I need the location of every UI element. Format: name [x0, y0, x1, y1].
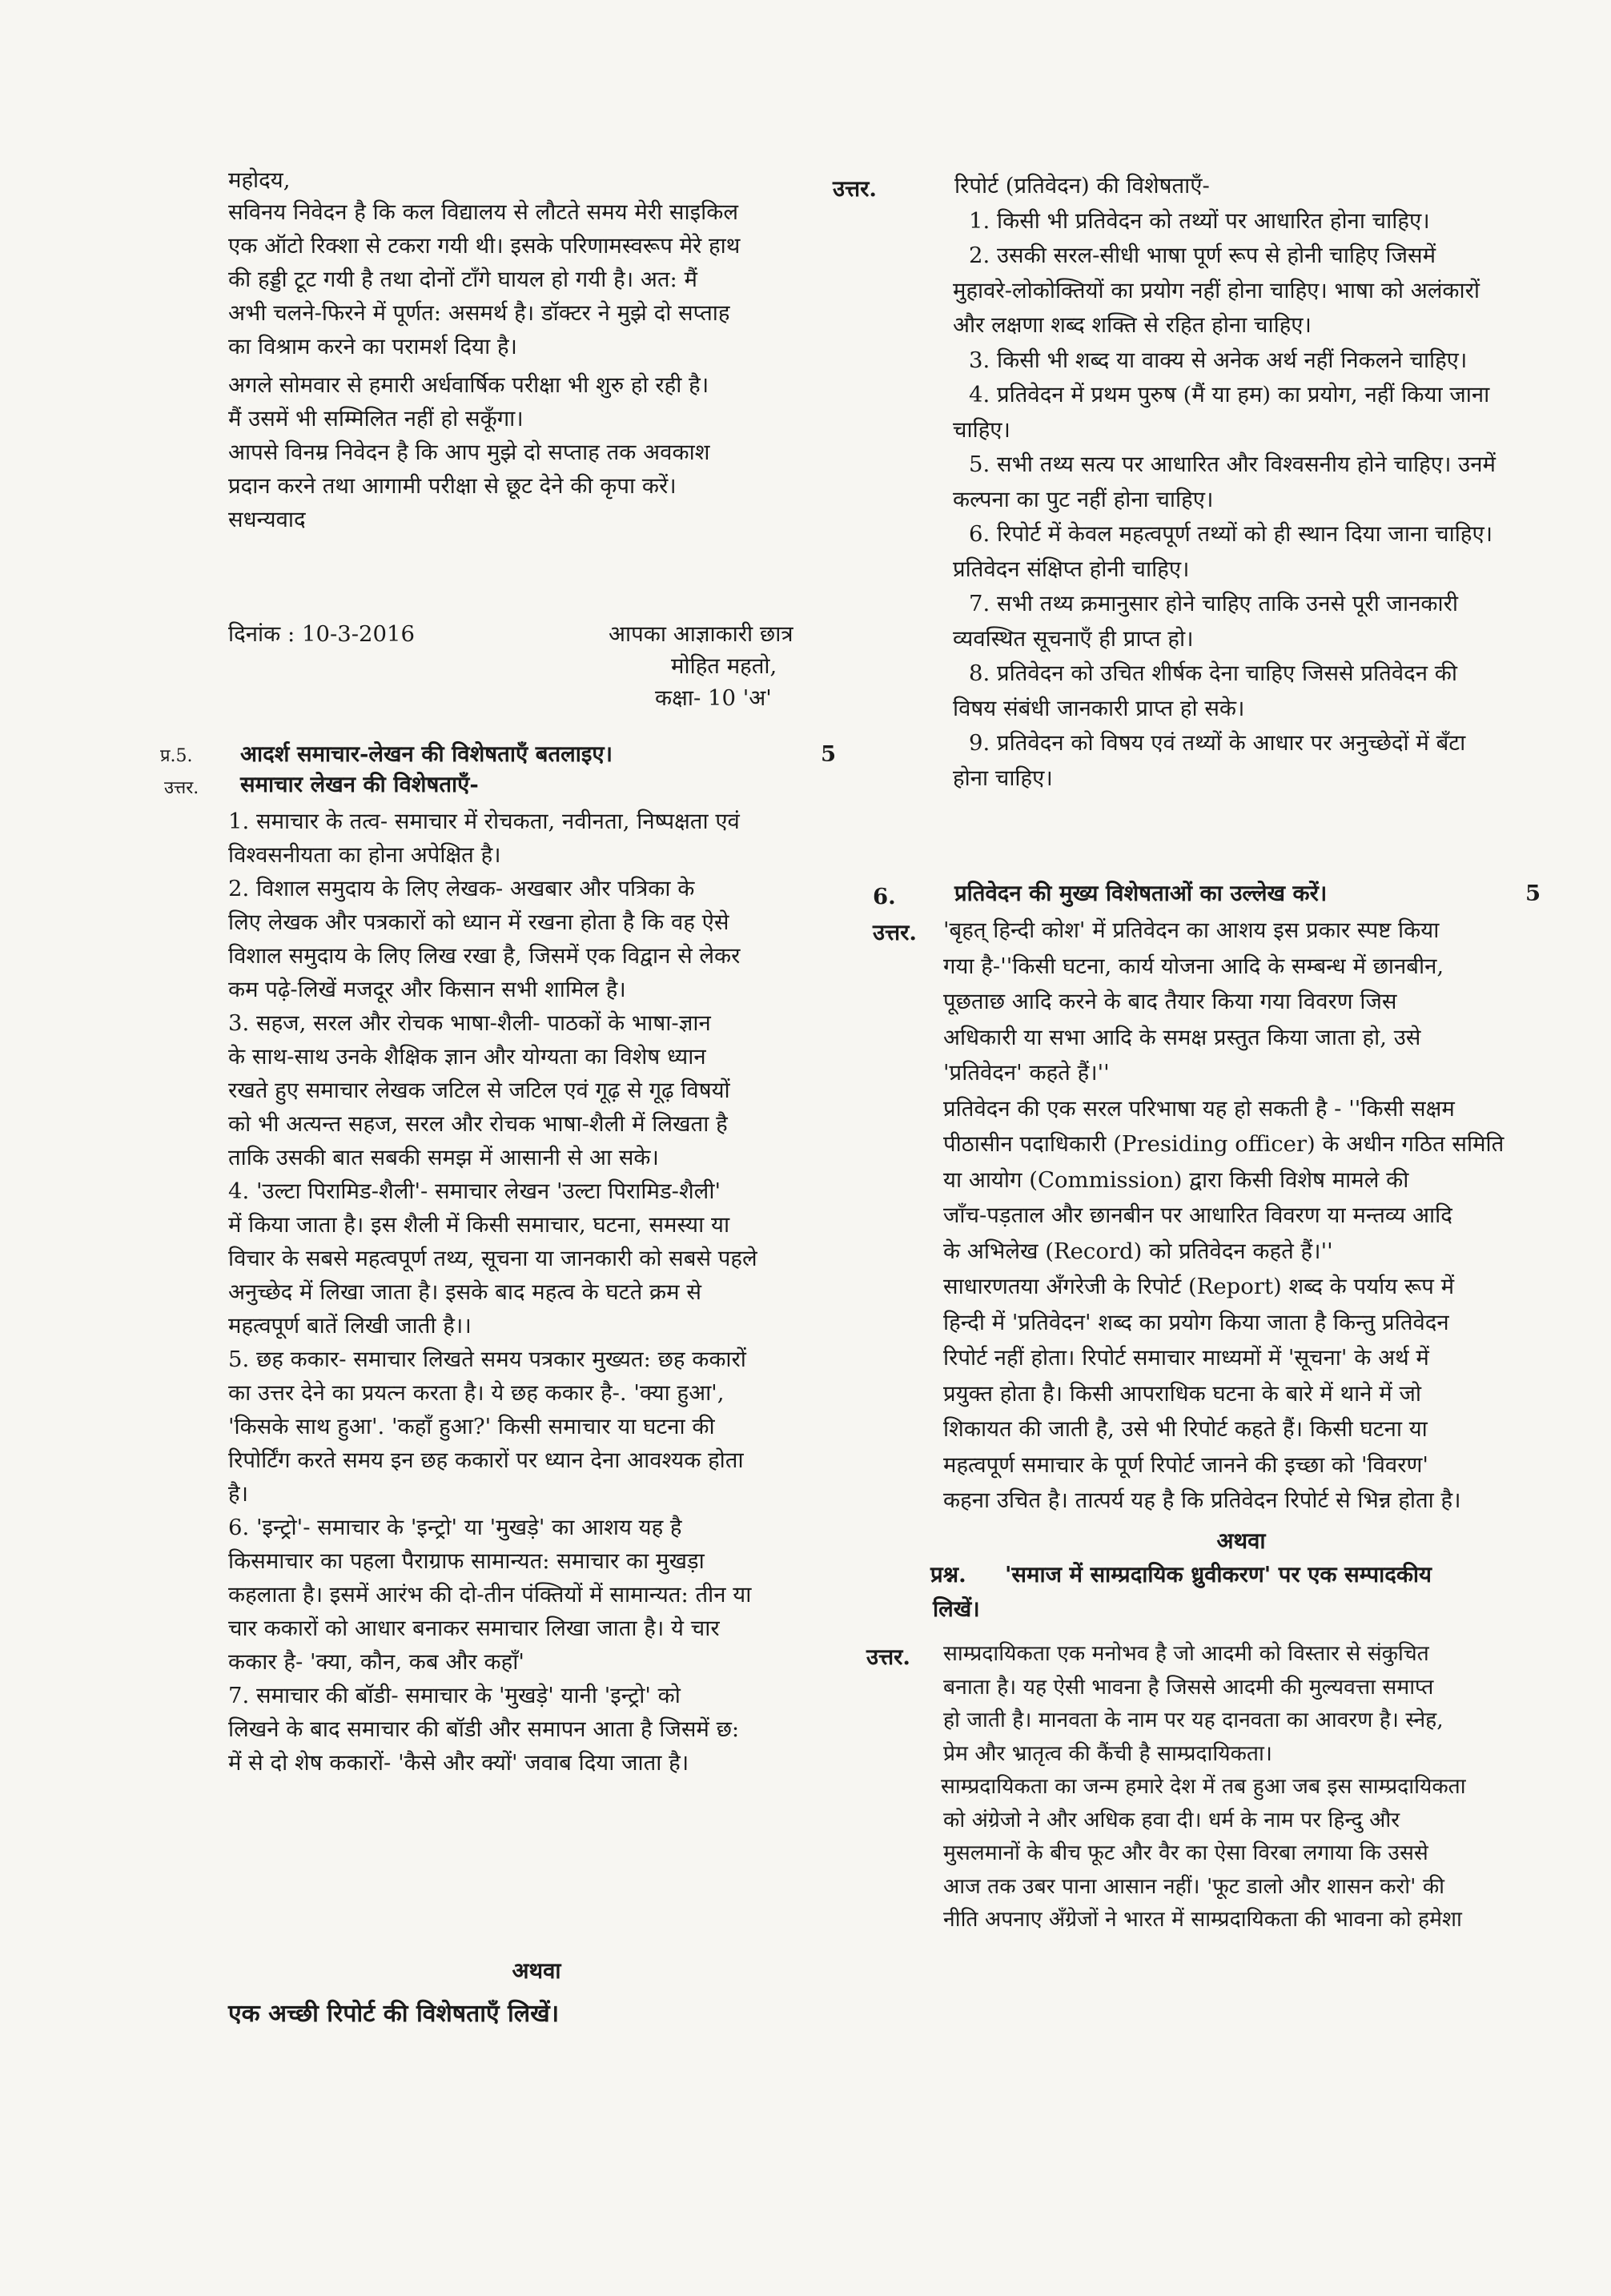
answer-line: लिए लेखक और पत्रकारों को ध्यान में रखना होता है कि वह ऐसे: [228, 909, 729, 935]
alt-question: एक अच्छी रिपोर्ट की विशेषताएँ लिखें।: [228, 2000, 560, 2028]
letter-body-line: अभी चलने-फिरने में पूर्णत: असमर्थ है। डॉक्टर ने मुझे दो सप्ताह: [228, 300, 730, 326]
salutation: महोदय,: [228, 167, 291, 193]
alt-question: लिखें।: [933, 1596, 980, 1622]
answer-line: बनाता है। यह ऐसी भावना है जिससे आदमी की मुल्यवत्ता समाप्त: [943, 1674, 1434, 1700]
answer-line: महत्वपूर्ण बातें लिखी जाती है।।: [228, 1313, 472, 1339]
letter-closing: आपका आज्ञाकारी छात्र: [609, 621, 793, 647]
answer-line: कम पढ़े-लिखें मजदूर और किसान सभी शामिल है।: [228, 977, 626, 1002]
question-number: 6.: [873, 884, 896, 909]
answer-line: 5. सभी तथ्य सत्य पर आधारित और विश्वसनीय होने चाहिए। उनमें: [969, 452, 1496, 477]
answer-line: कहना उचित है। तात्पर्य यह है कि प्रतिवेदन रिपोर्ट से भिन्न होता है।: [943, 1487, 1461, 1513]
answer-line: 1. किसी भी प्रतिवेदन को तथ्यों पर आधारित होना चाहिए।: [969, 207, 1430, 234]
student-name: मोहित महतो,: [671, 653, 777, 679]
answer-line: 5. छह ककार- समाचार लिखते समय पत्रकार मुख्यत: छह ककारों: [228, 1347, 746, 1372]
answer-line: साधारणतया अँगरेजी के रिपोर्ट (Report) शब्द के पर्याय रूप में: [943, 1274, 1455, 1299]
answer-line: समाचार लेखन की विशेषताएँ-: [240, 772, 479, 797]
answer-line: गया है-''किसी घटना, कार्य योजना आदि के सम्बन्ध में छानबीन,: [943, 953, 1444, 979]
answer-line: 7. समाचार की बॉडी- समाचार के 'मुखड़े' यानी 'इन्ट्रो' को: [228, 1683, 681, 1708]
letter-body-line: सविनय निवेदन है कि कल विद्यालय से लौटते समय मेरी साइकिल: [228, 199, 739, 225]
letter-body-line: अगले सोमवार से हमारी अर्धवार्षिक परीक्षा भी शुरु हो रही है।: [228, 372, 709, 398]
answer-line: ताकि उसकी बात सबकी समझ में आसानी से आ सके।: [228, 1145, 659, 1170]
answer-line: विचार के सबसे महत्वपूर्ण तथ्य, सूचना या जानकारी को सबसे पहले: [228, 1246, 757, 1271]
answer-line: 3. सहज, सरल और रोचक भाषा-शैली- पाठकों के भाषा-ज्ञान: [228, 1010, 711, 1036]
answer-line: चार ककारों को आधार बनाकर समाचार लिखा जाता है। ये चार: [228, 1616, 720, 1641]
answer-line: प्रतिवेदन की एक सरल परिभाषा यह हो सकती है - ''किसी सक्षम: [943, 1095, 1455, 1122]
question-marks: 5: [821, 741, 837, 767]
answer-line: कल्पना का पुट नहीं होना चाहिए।: [953, 486, 1214, 512]
answer-line: महत्वपूर्ण समाचार के पूर्ण रिपोर्ट जानने की इच्छा को 'विवरण': [943, 1451, 1428, 1478]
answer-line: अधिकारी या सभा आदि के समक्ष प्रस्तुत किया जाता हो, उसे: [943, 1024, 1421, 1050]
answer-line: है।: [228, 1481, 249, 1507]
student-class: कक्षा- 10 'अ': [655, 685, 772, 711]
or-label: अथवा: [512, 1958, 561, 1984]
answer-line: 'प्रतिवेदन' कहते हैं।'': [943, 1060, 1110, 1086]
answer-line: 1. समाचार के तत्व- समाचार में रोचकता, नवीनता, निष्पक्षता एवं: [228, 809, 740, 834]
question-marks: 5: [1525, 881, 1541, 906]
answer-label: उत्तर.: [164, 778, 199, 798]
letter-body-line: एक ऑटो रिक्शा से टकरा गयी थी। इसके परिणामस्वरूप मेरे हाथ: [228, 233, 741, 259]
letter-body-line: मैं उसमें भी सम्मिलित नहीं हो सकूँगा।: [228, 406, 524, 432]
answer-line: को भी अत्यन्त सहज, सरल और रोचक भाषा-शैली में लिखता है: [228, 1111, 728, 1137]
answer-line: लिखने के बाद समाचार की बॉडी और समापन आता है जिसमें छ:: [228, 1716, 740, 1742]
answer-line: 8. प्रतिवेदन को उचित शीर्षक देना चाहिए जिससे प्रतिवेदन की: [969, 660, 1457, 686]
answer-line: 6. 'इन्ट्रो'- समाचार के 'इन्ट्रो' या 'मुखड़े' का आशय यह है: [228, 1515, 682, 1540]
letter-body-line: की हड्डी टूट गयी है तथा दोनों टाँगे घायल हो गयी है। अत: मैं: [228, 267, 698, 292]
answer-line: को अंग्रेजो ने और अधिक हवा दी। धर्म के नाम पर हिन्दु और: [943, 1807, 1400, 1832]
answer-label: उत्तर.: [873, 920, 917, 945]
answer-label: उत्तर.: [833, 176, 877, 202]
answer-line: मुसलमानों के बीच फूट और वैर का ऐसा विरबा लगाया कि उससे: [943, 1840, 1428, 1865]
answer-line: साम्प्रदायिकता का जन्म हमारे देश में तब हुआ जब इस साम्प्रदायिकता: [941, 1774, 1466, 1799]
letter-body-line: सधन्यवाद: [228, 507, 306, 532]
answer-line: विशाल समुदाय के लिए लिख रखा है, जिसमें एक विद्वान से लेकर: [228, 943, 741, 969]
question-text: आदर्श समाचार-लेखन की विशेषताएँ बतलाइए।: [240, 741, 613, 767]
answer-line: रिपोर्टिंग करते समय इन छह ककारों पर ध्यान देना आवश्यक होता: [228, 1447, 744, 1473]
answer-line: के अभिलेख (Record) को प्रतिवेदन कहते हैं।'': [943, 1238, 1333, 1264]
answer-line: 4. 'उल्टा पिरामिड-शैली'- समाचार लेखन 'उल्टा पिरामिड-शैली': [228, 1178, 721, 1204]
answer-line: विषय संबंधी जानकारी प्राप्त हो सके।: [953, 695, 1245, 721]
answer-line: 4. प्रतिवेदन में प्रथम पुरुष (मैं या हम) का प्रयोग, नहीं किया जाना: [969, 382, 1490, 407]
answer-line: या आयोग (Commission) द्वारा किसी विशेष मामले की: [943, 1166, 1409, 1193]
answer-line: 3. किसी भी शब्द या वाक्य से अनेक अर्थ नहीं निकलने चाहिए।: [969, 347, 1468, 373]
letter-body-line: प्रदान करने तथा आगामी परीक्षा से छूट देने की कृपा करें।: [228, 473, 677, 499]
answer-line: पूछताछ आदि करने के बाद तैयार किया गया विवरण जिस: [943, 989, 1397, 1014]
answer-line: 2. उसकी सरल-सीधी भाषा पूर्ण रूप से होनी चाहिए जिसमें: [969, 243, 1436, 268]
answer-line: जाँच-पड़ताल और छानबीन पर आधारित विवरण या मन्तव्य आदि: [943, 1202, 1452, 1228]
answer-line: होना चाहिए।: [953, 765, 1053, 791]
answer-line: शिकायत की जाती है, उसे भी रिपोर्ट कहते हैं। किसी घटना या: [943, 1416, 1428, 1442]
answer-line: ककार है- 'क्या, कौन, कब और कहाँ': [228, 1649, 524, 1675]
answer-line: व्यवस्थित सूचनाएँ ही प्राप्त हो।: [953, 625, 1194, 652]
answer-line: और लक्षणा शब्द शक्ति से रहित होना चाहिए।: [953, 312, 1312, 338]
letter-body-line: का विश्राम करने का परामर्श दिया है।: [228, 334, 517, 359]
answer-line: चाहिए।: [953, 416, 1010, 443]
alt-question: 'समाज में साम्प्रदायिक ध्रुवीकरण' पर एक सम्पादकीय: [1005, 1562, 1432, 1588]
answer-line: रिपोर्ट (प्रतिवेदन) की विशेषताएँ-: [954, 173, 1210, 199]
answer-line: 6. रिपोर्ट में केवल महत्वपूर्ण तथ्यों को ही स्थान दिया जाना चाहिए।: [969, 521, 1493, 547]
answer-line: अनुच्छेद में लिखा जाता है। इसके बाद महत्व के घटते क्रम से: [228, 1279, 701, 1305]
answer-line: साम्प्रदायिकता एक मनोभव है जो आदमी को विस्तार से संकुचित: [943, 1641, 1429, 1666]
answer-line: प्रेम और भ्रातृत्व की कैंची है साम्प्रदायिकता।: [943, 1740, 1272, 1766]
answer-line: 2. विशाल समुदाय के लिए लेखक- अखबार और पत्रिका के: [228, 876, 695, 901]
answer-line: आज तक उबर पाना आसान नहीं। 'फूट डालो और शासन करो' की: [943, 1873, 1445, 1899]
answer-line: 'किसके साथ हुआ'. 'कहाँ हुआ?' किसी समाचार या घटना की: [228, 1414, 715, 1439]
question-number: प्र.5.: [160, 746, 193, 766]
answer-line: किसमाचार का पहला पैराग्राफ सामान्यत: समाचार का मुखड़ा: [228, 1548, 705, 1574]
answer-line: में किया जाता है। इस शैली में किसी समाचार, घटना, समस्या या: [228, 1212, 730, 1238]
answer-line: प्रतिवेदन संक्षिप्त होनी चाहिए।: [953, 556, 1190, 582]
answer-line: मुहावरे-लोकोक्तियों का प्रयोग नहीं होना चाहिए। भाषा को अलंकारों: [953, 277, 1480, 303]
answer-line: हिन्दी में 'प्रतिवेदन' शब्द का प्रयोग किया जाता है किन्तु प्रतिवेदन: [943, 1309, 1449, 1335]
answer-line: रिपोर्ट नहीं होता। रिपोर्ट समाचार माध्यमों में 'सूचना' के अर्थ में: [943, 1345, 1429, 1371]
answer-label: उत्तर.: [866, 1644, 910, 1670]
answer-line: विश्वसनीयता का होना अपेक्षित है।: [228, 842, 501, 868]
answer-line: 7. सभी तथ्य क्रमानुसार होने चाहिए ताकि उनसे पूरी जानकारी: [969, 591, 1458, 616]
answer-line: प्रयुक्त होता है। किसी आपराधिक घटना के बारे में थाने में जो: [943, 1380, 1421, 1407]
answer-line: 'बृहत् हिन्दी कोश' में प्रतिवेदन का आशय इस प्रकार स्पष्ट किया: [943, 917, 1440, 943]
answer-line: पीठासीन पदाधिकारी (Presiding officer) के अधीन गठित समिति: [943, 1131, 1505, 1157]
answer-line: में से दो शेष ककारों- 'कैसे और क्यों' जवाब दिया जाता है।: [228, 1750, 689, 1776]
question-text: प्रतिवेदन की मुख्य विशेषताओं का उल्लेख करें।: [954, 881, 1328, 906]
answer-line: रखते हुए समाचार लेखक जटिल से जटिल एवं गूढ़ से गूढ़ विषयों: [228, 1078, 730, 1103]
or-label: अथवा: [1216, 1528, 1266, 1554]
answer-line: हो जाती है। मानवता के नाम पर यह दानवता का आवरण है। स्नेह,: [943, 1708, 1444, 1732]
letter-body-line: आपसे विनम्र निवेदन है कि आप मुझे दो सप्ताह तक अवकाश: [228, 440, 710, 465]
letter-date: दिनांक : 10-3-2016: [228, 621, 416, 647]
answer-line: कहलाता है। इसमें आरंभ की दो-तीन पंक्तियों में सामान्यत: तीन या: [228, 1582, 752, 1608]
answer-line: 9. प्रतिवेदन को विषय एवं तथ्यों के आधार पर अनुच्छेदों में बँटा: [969, 730, 1466, 756]
alt-question-label: प्रश्न.: [930, 1562, 966, 1588]
answer-line: का उत्तर देने का प्रयत्न करता है। ये छह ककार है-. 'क्या हुआ',: [228, 1380, 725, 1406]
answer-line: नीति अपनाए अँग्रेजों ने भारत में साम्प्रदायिकता की भावना को हमेशा: [943, 1907, 1462, 1932]
answer-line: के साथ-साथ उनके शैक्षिक ज्ञान और योग्यता का विशेष ध्यान: [228, 1044, 706, 1070]
